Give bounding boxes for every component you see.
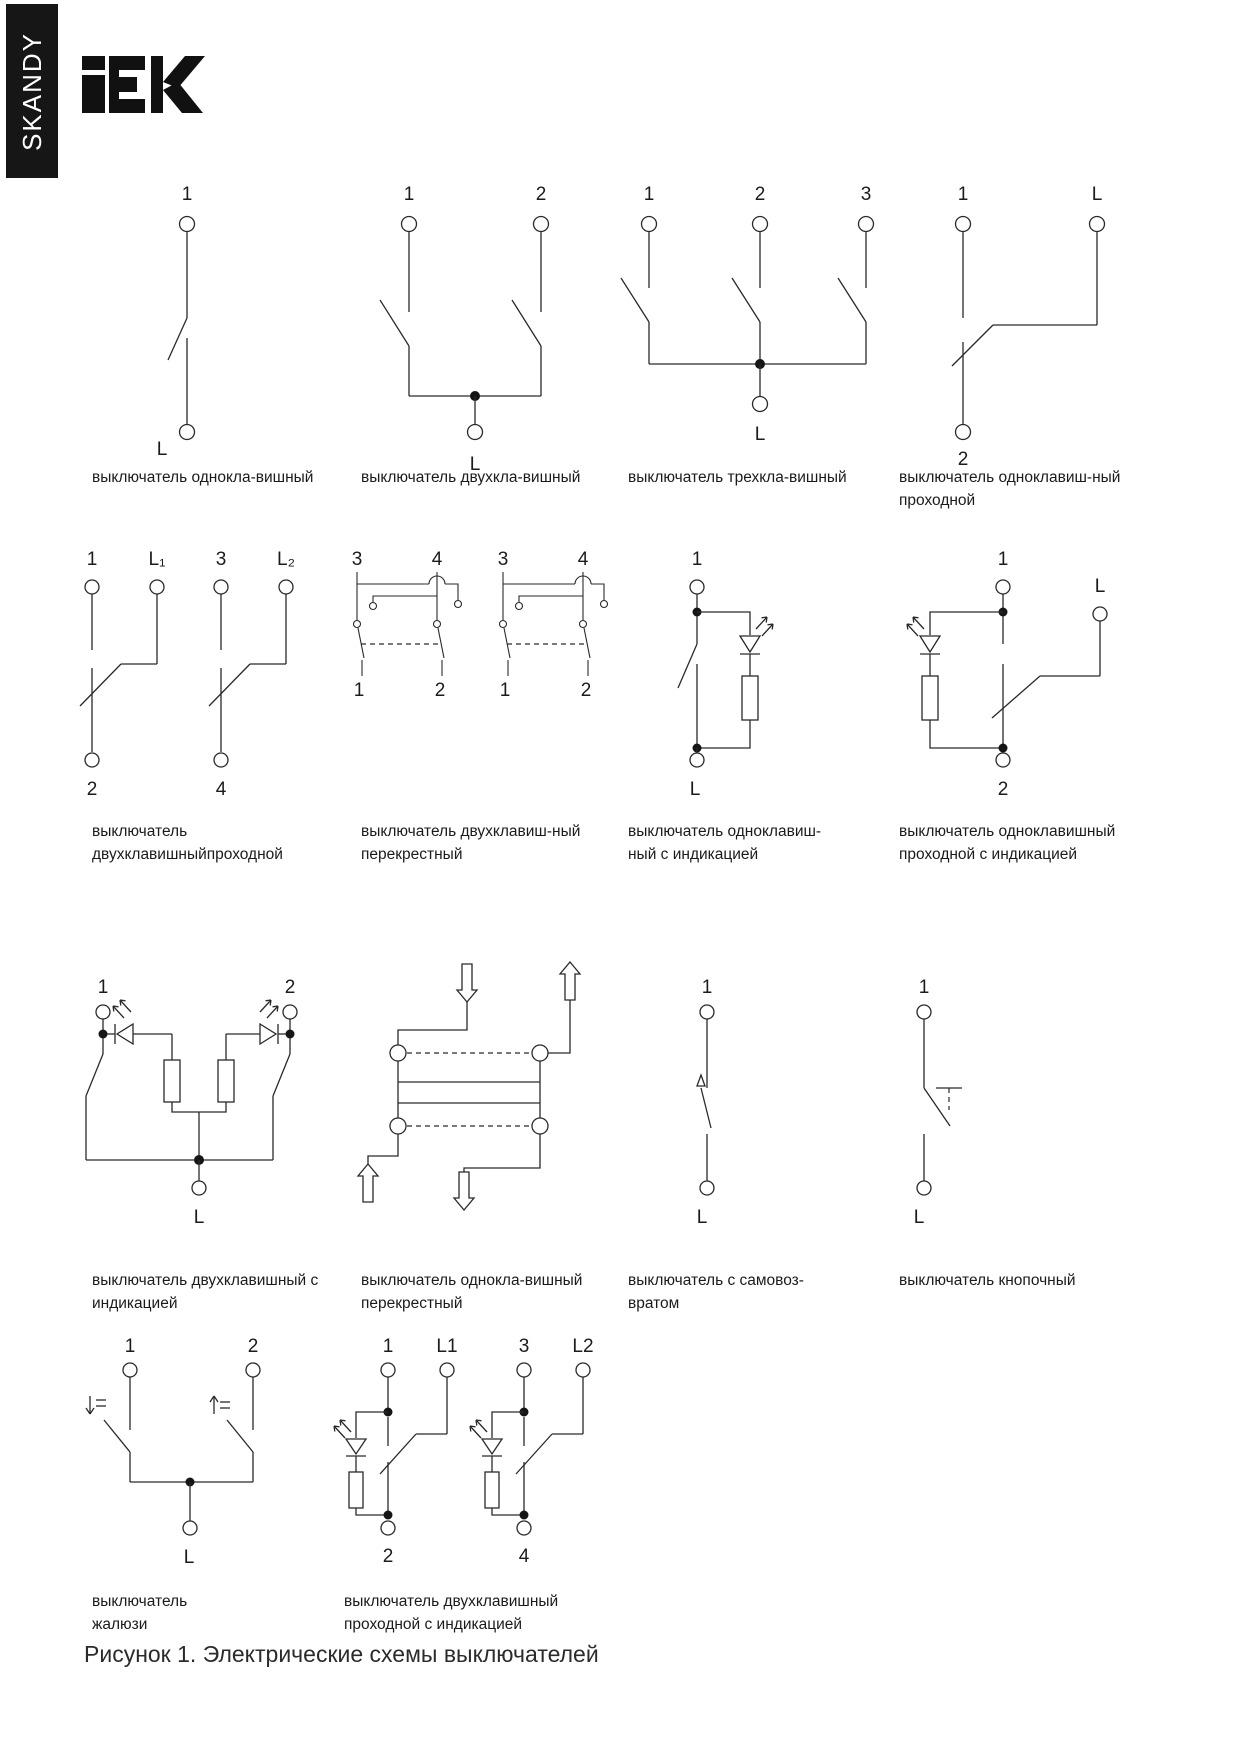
terminal-label: 1 [691,549,703,570]
diagram-1gang-indicator [678,549,773,800]
terminal-label: L [1094,576,1106,597]
blinds-down-icon [86,1396,106,1414]
terminal-label: 2 [284,977,296,998]
terminal-label: 2 [382,1546,394,1567]
terminal-label: 3 [215,549,227,570]
diagram-1gang [157,184,195,460]
down-arrow-icon [454,1172,474,1210]
terminal-label: 1 [124,1336,136,1357]
diagram-3gang [621,184,874,445]
terminal-label: L [689,779,701,800]
caption-2gang-passthrough-indicator: выключатель двухклавишный проходной с индикацией [344,1593,559,1633]
terminal-label: 4 [577,549,589,570]
terminal-label: 1 [918,977,930,998]
terminal-label: 2 [997,779,1009,800]
terminal-label: 4 [518,1546,530,1567]
terminal-label: 1 [957,184,969,205]
terminal-label: 2 [86,779,98,800]
diagram-2gang-passthrough [80,549,295,800]
up-arrow-icon [560,962,580,1000]
caption-1gang-indicator: выключатель одноклавиш- ный с индикацией [628,823,822,863]
terminal-label: 3 [860,184,872,205]
caption-1gang-passthrough: выключатель одноклавиш-ный проходной [899,469,1121,509]
caption-2gang: выключатель двухкла-вишный [361,469,581,486]
terminal-label: L [1091,184,1103,205]
terminal-label: 2 [434,680,446,701]
terminal-label: 2 [957,449,969,470]
figure-title: Рисунок 1. Электрические схемы выключателей [84,1641,599,1667]
terminal-label: L₂ [277,549,295,570]
terminal-label: 1 [181,184,193,205]
diagram-2gang-crossover [352,549,608,701]
diagram-1gang-crossover [358,962,580,1210]
terminal-label: L [469,454,481,475]
terminal-label: 1 [701,977,713,998]
terminal-label: L2 [572,1336,594,1357]
terminal-label: 1 [403,184,415,205]
terminal-label: 4 [215,779,227,800]
caption-1gang-crossover: выключатель однокла-вишный перекрестный [361,1272,583,1312]
diagram-momentary-switch [697,977,714,1228]
caption-1gang: выключатель однокла-вишный [92,469,314,486]
caption-pushbutton: выключатель кнопочный [899,1272,1076,1289]
terminal-label: 3 [351,549,363,570]
diagram-2gang-indicator [86,977,297,1228]
series-name: SKANDY [16,31,47,151]
terminal-label: L [754,424,766,445]
terminal-label: 3 [497,549,509,570]
caption-momentary: выключатель с самовоз- вратом [628,1272,804,1312]
terminal-label: 2 [754,184,766,205]
up-arrow-icon [358,1164,378,1202]
terminal-label: 1 [499,680,511,701]
terminal-label: 2 [247,1336,259,1357]
caption-2gang-indicator: выключатель двухклавишный с индикацией [92,1272,319,1312]
terminal-label: 1 [86,549,98,570]
terminal-label: 1 [643,184,655,205]
caption-blinds: выключатель жалюзи [92,1593,188,1633]
terminal-label: 1 [997,549,1009,570]
diagram-pushbutton-switch [914,977,962,1228]
diagram-1gang-passthrough [952,184,1105,470]
terminal-label: 4 [431,549,443,570]
caption-2gang-crossover: выключатель двухклавиш-ный перекрестный [361,823,581,863]
caption-2gang-passthrough: выключатель двухклавишныйпроходной [92,823,283,863]
terminal-label: L [156,439,168,460]
diagram-blinds-switch [86,1336,260,1568]
terminal-label: 3 [518,1336,530,1357]
terminal-label: L [183,1547,195,1568]
terminal-label: L [913,1207,925,1228]
terminal-label: 1 [353,680,365,701]
terminal-label: L1 [436,1336,458,1357]
terminal-label: 2 [535,184,547,205]
terminal-label: 2 [580,680,592,701]
diagram-2gang [380,184,549,475]
diagram-1gang-passthrough-indicator [907,549,1107,800]
terminal-label: L [193,1207,205,1228]
caption-1gang-passthrough-indicator: выключатель одноклавишный проходной с индикацией [899,823,1116,863]
caption-3gang: выключатель трехкла-вишный [628,469,847,486]
terminal-label: L₁ [148,549,166,570]
terminal-label: L [696,1207,708,1228]
blinds-up-icon [210,1396,230,1414]
terminal-label: 1 [97,977,109,998]
diagram-2gang-passthrough-indicator [334,1336,594,1567]
terminal-label: 1 [382,1336,394,1357]
down-arrow-icon [457,964,477,1002]
